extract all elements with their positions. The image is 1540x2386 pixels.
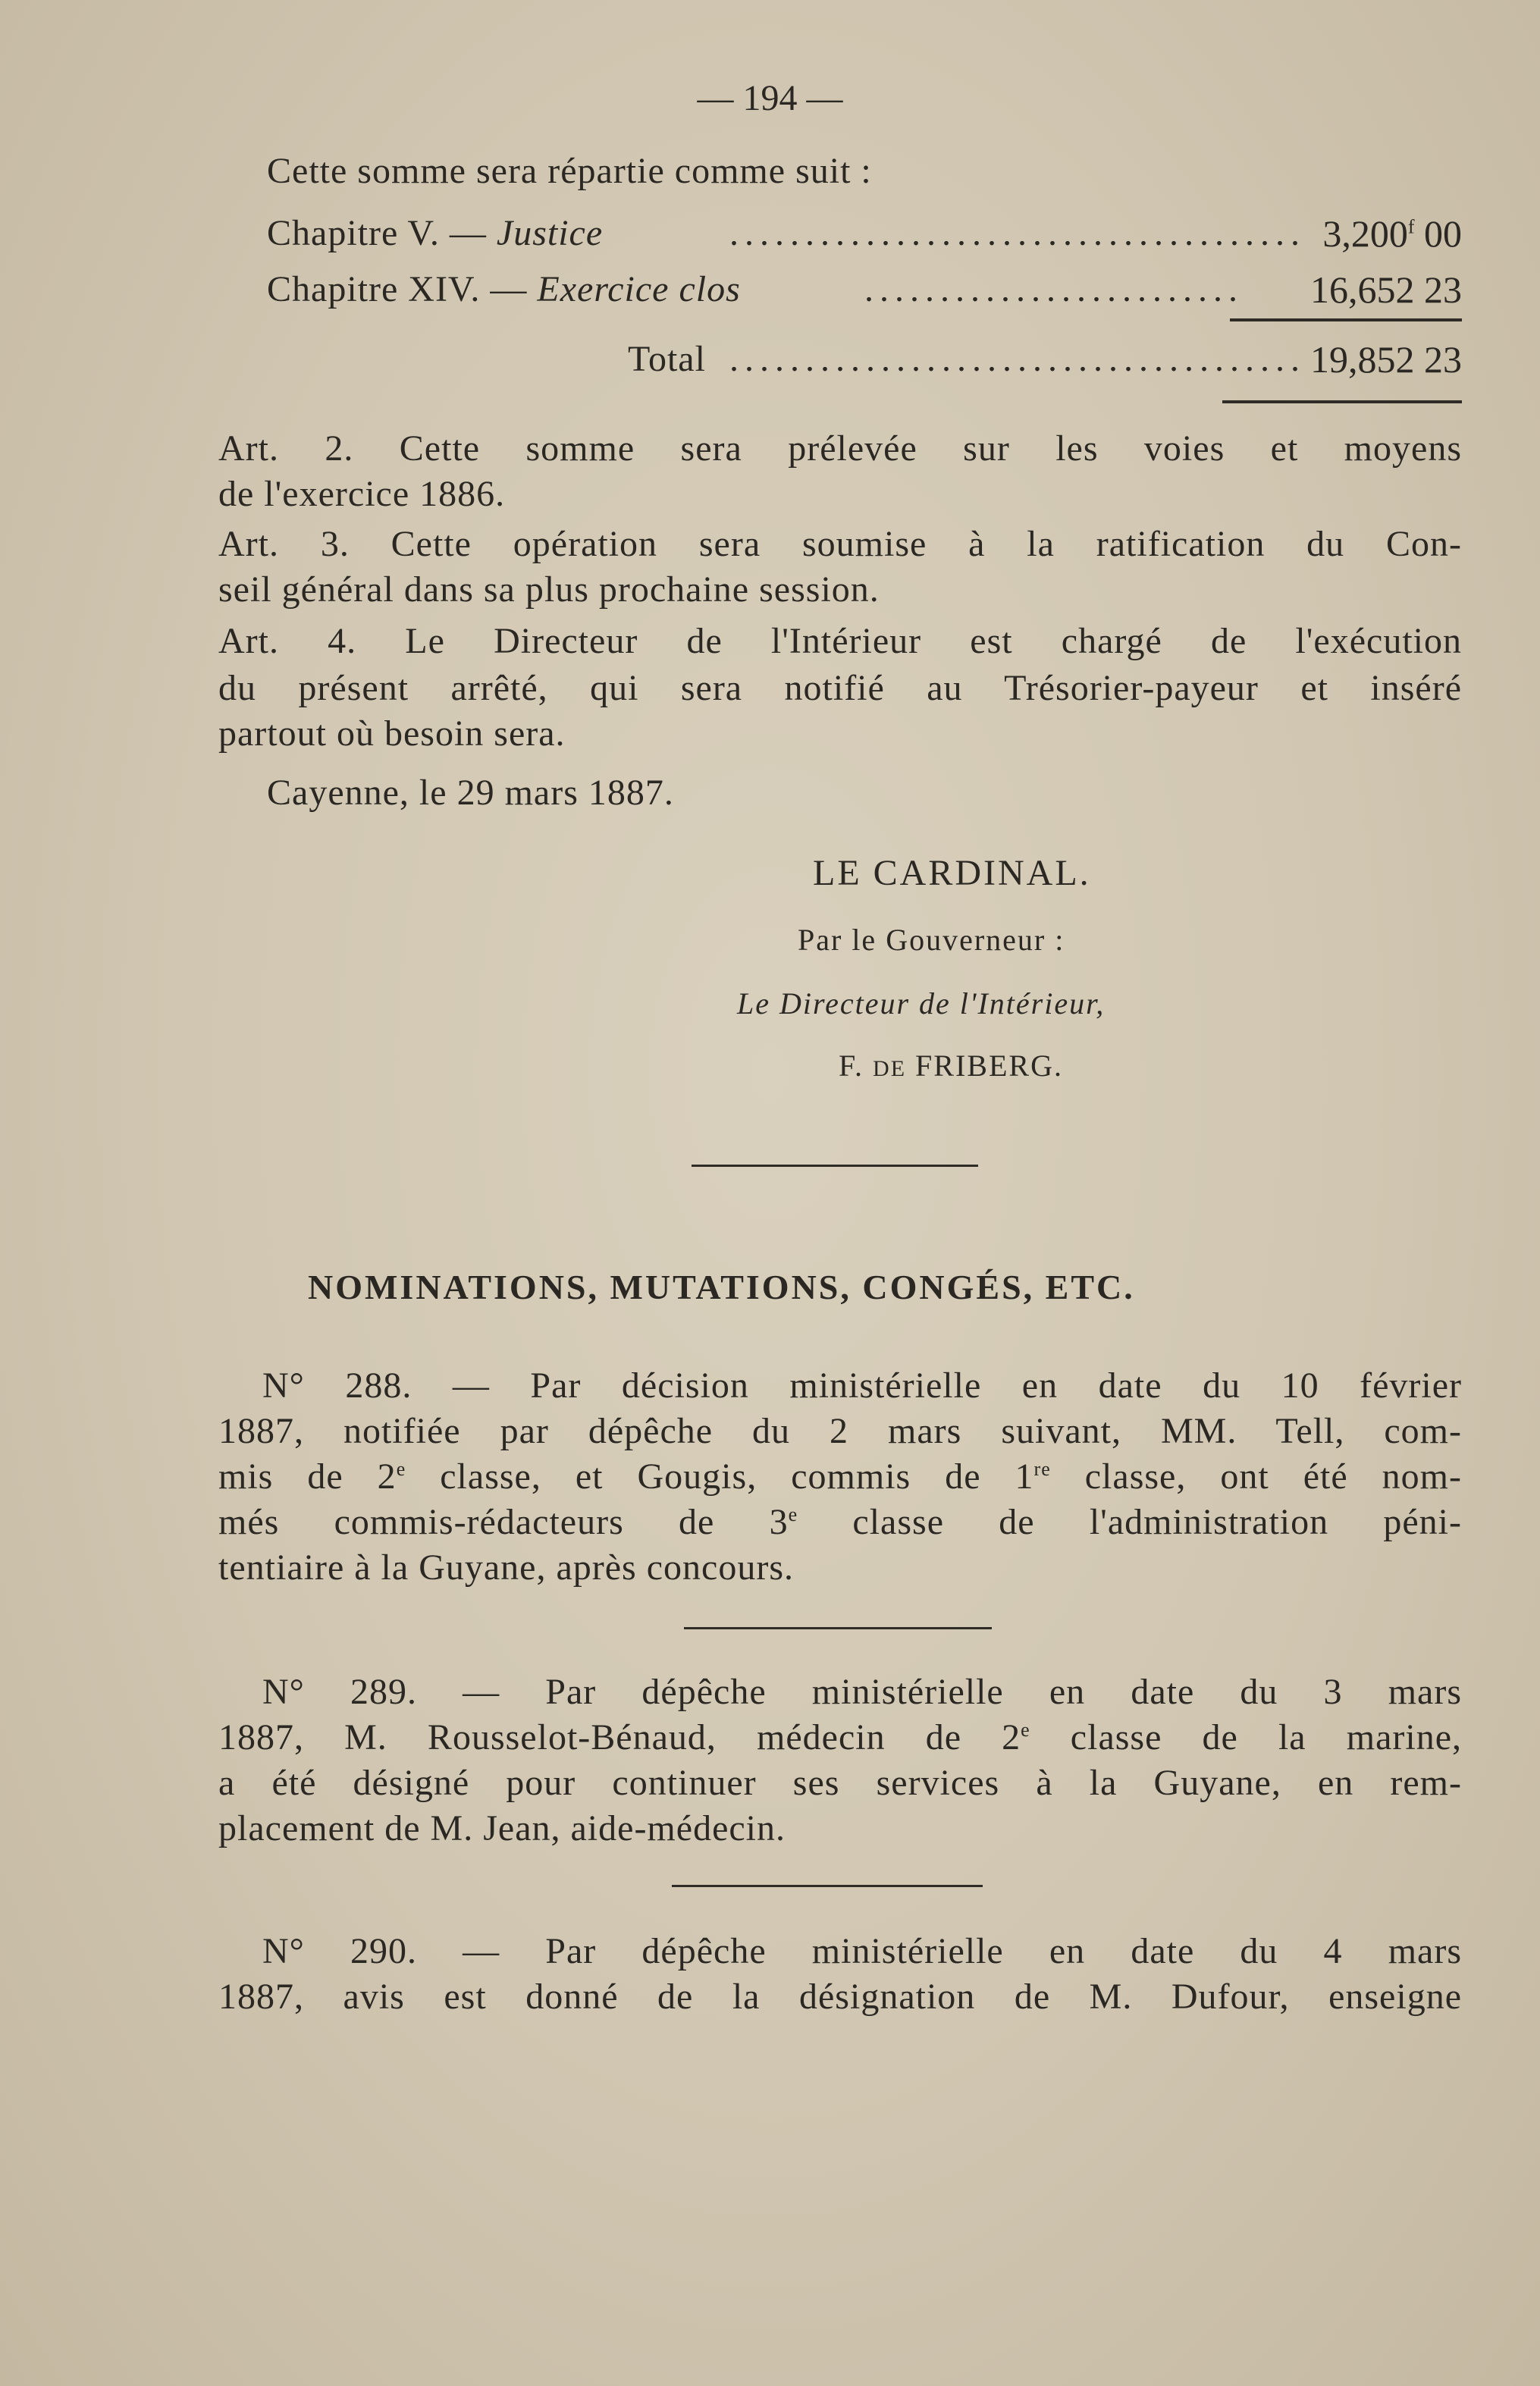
subtotal-rule <box>1230 318 1462 321</box>
art3-line2: seil général dans sa plus prochaine session. <box>218 569 880 610</box>
n288-line4-part1: més commis-rédacteurs de 3 <box>218 1502 789 1542</box>
n289-line4: placement de M. Jean, aide-médecin. <box>218 1808 786 1848</box>
total-leader: ...................................... <box>729 339 1306 379</box>
total-label: Total <box>628 339 706 379</box>
n288-line4-part2: classe de l'administration péni- <box>798 1502 1462 1542</box>
n288-line1: N° 288. — Par décision ministérielle en date du 10 février <box>262 1365 1462 1406</box>
n290-line1: N° 290. — Par dépêche ministérielle en date du 4 mars <box>262 1931 1462 1971</box>
chapter-v-leader: ...................................... <box>729 213 1306 253</box>
n288-line3-part3: classe, ont été nom- <box>1050 1456 1462 1497</box>
chapter-v-amount <box>1159 211 1462 256</box>
art4-line1: Art. 4. Le Directeur de l'Intérieur est chargé de l'exécution <box>218 621 1462 661</box>
section-divider <box>692 1165 978 1167</box>
art3-line1: Art. 3. Cette opération sera soumise à la ratification du Con- <box>218 524 1462 564</box>
n289-line2-part2: classe de la marine, <box>1030 1717 1462 1757</box>
n288-line4 <box>218 1500 1462 1545</box>
n289-divider <box>672 1885 983 1887</box>
n288-divider <box>684 1627 992 1629</box>
chapter-v-label <box>267 211 603 256</box>
signer-initial: F. <box>839 1049 874 1083</box>
art4-line3: partout où besoin sera. <box>218 713 566 754</box>
chapter-v-amount-cents: 00 <box>1414 212 1462 255</box>
chapter-xiv-label <box>267 267 741 312</box>
chapter-v-prefix: Chapitre V. — <box>267 213 497 253</box>
art2-line1: Art. 2. Cette somme sera prélevée sur les voies et moyens <box>218 428 1462 469</box>
signer-particle: DE <box>873 1056 907 1081</box>
chapter-xiv-title: Exercice clos <box>537 269 741 309</box>
signature-name: LE CARDINAL. <box>813 853 1091 893</box>
n288-line3-part2: classe, et Gougis, commis de 1 <box>406 1456 1034 1497</box>
place-date: Cayenne, le 29 mars 1887. <box>267 773 674 813</box>
n288-line5: tentiaire à la Guyane, après concours. <box>218 1547 795 1588</box>
n289-line3: a été désigné pour continuer ses services à la Guyane, en rem- <box>218 1763 1462 1803</box>
chapter-xiv-prefix: Chapitre XIV. — <box>267 269 538 309</box>
n288-line4-sup: e <box>788 1503 798 1525</box>
n288-line3-sup1: e <box>396 1458 406 1480</box>
page-number: — 194 — <box>697 78 843 118</box>
n288-line2: 1887, notifiée par dépêche du 2 mars suivant, MM. Tell, com- <box>218 1411 1462 1451</box>
chapter-v-amount-main: 3,200 <box>1322 212 1408 255</box>
chapter-xiv-leader: ......................... <box>864 269 1244 309</box>
intro-line: Cette somme sera répartie comme suit : <box>267 151 872 191</box>
n289-line2-part1: 1887, M. Rousselot-Bénaud, médecin de 2 <box>218 1717 1021 1757</box>
n289-line2 <box>218 1715 1462 1760</box>
n288-line3 <box>218 1454 1462 1500</box>
art4-line2: du présent arrêté, qui sera notifié au Trésorier-payeur et inséré <box>218 668 1462 708</box>
n289-line2-sup: e <box>1021 1719 1030 1741</box>
signature-title: Le Directeur de l'Intérieur, <box>737 986 1106 1021</box>
art2-line2: de l'exercice 1886. <box>218 474 506 514</box>
total-rule <box>1222 400 1462 403</box>
chapter-v-title: Justice <box>496 213 604 253</box>
signer-surname: FRIBERG. <box>906 1049 1063 1083</box>
signature-by: Par le Gouverneur : <box>798 923 1065 957</box>
total-amount: 19,852 23 <box>1310 338 1462 381</box>
n290-line2: 1887, avis est donné de la désignation de M. Dufour, enseigne <box>218 1977 1462 2017</box>
chapter-v-amount-unit: f <box>1407 215 1415 238</box>
signature-signer <box>839 1043 1063 1092</box>
n288-line3-sup2: re <box>1033 1458 1051 1480</box>
section-heading: NOMINATIONS, MUTATIONS, CONGÉS, ETC. <box>308 1268 1135 1306</box>
n288-line3-part1: mis de 2 <box>218 1456 397 1497</box>
chapter-xiv-amount: 16,652 23 <box>1310 268 1462 311</box>
n289-line1: N° 289. — Par dépêche ministérielle en date du 3 mars <box>262 1672 1462 1712</box>
